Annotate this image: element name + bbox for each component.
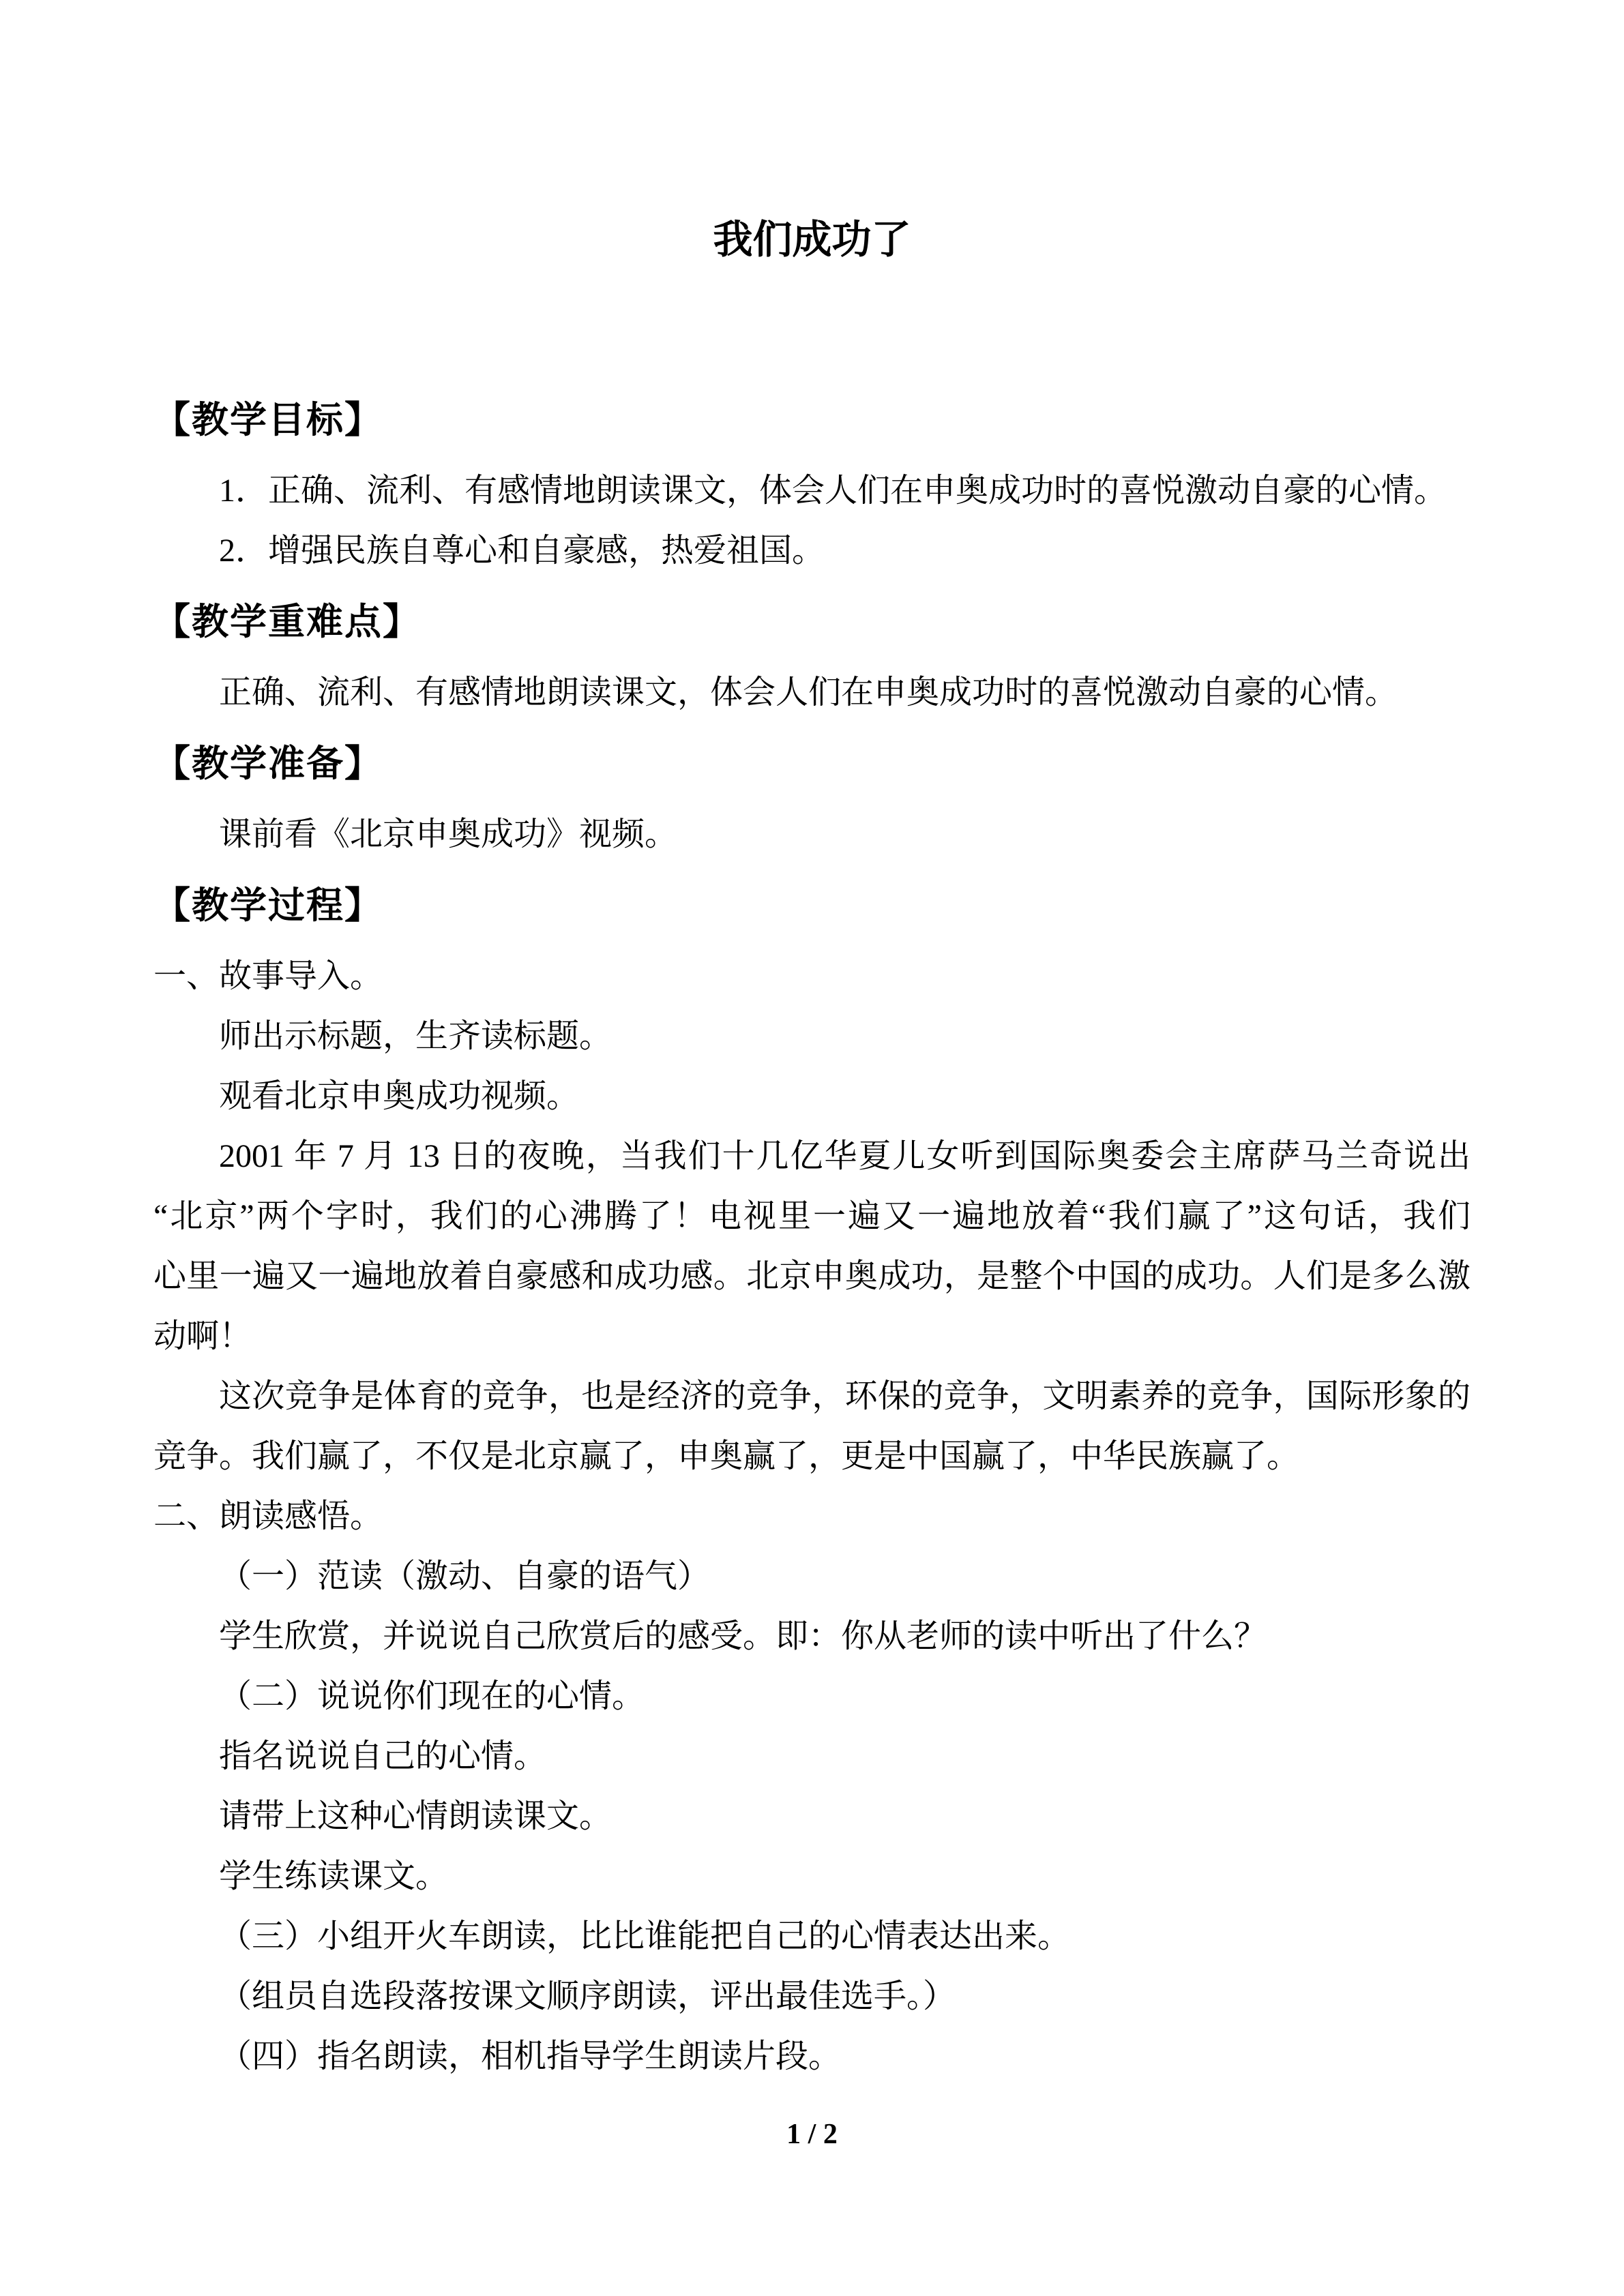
text-line: 心里一遍又一遍地放着自豪感和成功感。北京申奥成功，是整个中国的成功。人们是多么激 [153,1258,1471,1294]
preparation-text: 课前看《北京申奥成功》视频。 [219,816,678,852]
heading-teaching-process: 【教学过程】 [153,885,383,926]
heading-teaching-objectives: 【教学目标】 [153,400,383,441]
text-line: （二）说说你们现在的心情。 [219,1678,645,1714]
text-line: （组员自选段落按课文顺序朗读，评出最佳选手。） [219,1978,956,2014]
text-line: 观看北京申奥成功视频。 [219,1078,580,1114]
key-points-text: 正确、流利、有感情地朗读课文，体会人们在申奥成功时的喜悦激动自豪的心情。 [219,674,1398,711]
page-number: 1 / 2 [786,2119,838,2150]
text-line: 学生欣赏，并说说自己欣赏后的感受。即：你从老师的读中听出了什么？ [219,1618,1267,1654]
text-line: 学生练读课文。 [219,1858,449,1894]
text-line: 竞争。我们赢了，不仅是北京赢了，申奥赢了，更是中国赢了，中华民族赢了。 [153,1438,1300,1474]
objective-item-2: 2．增强民族自尊心和自豪感，热爱祖国。 [219,533,825,569]
text-line: 2001 年 7 月 13 日的夜晚，当我们十几亿华夏儿女听到国际奥委会主席萨马兰奇说出 [219,1138,1471,1174]
text-line: 师出示标题，生齐读标题。 [219,1018,612,1054]
text-line: （四）指名朗读，相机指导学生朗读片段。 [219,2038,842,2074]
heading-teaching-preparation: 【教学准备】 [153,743,383,784]
text-line: （一）范读（激动、自豪的语气） [219,1558,711,1594]
document-title: 我们成功了 [713,218,911,262]
text-line: 指名说说自己的心情。 [219,1738,547,1774]
heading-teaching-key-points: 【教学重难点】 [153,601,421,642]
process-step-2-heading: 二、朗读感悟。 [153,1498,383,1534]
text-line: 这次竞争是体育的竞争，也是经济的竞争，环保的竞争，文明素养的竞争，国际形象的 [219,1378,1471,1414]
objective-item-1: 1．正确、流利、有感情地朗读课文，体会人们在申奥成功时的喜悦激动自豪的心情。 [219,473,1447,509]
text-line: 动啊！ [153,1318,252,1354]
text-line: （三）小组开火车朗读，比比谁能把自己的心情表达出来。 [219,1918,1071,1954]
process-step-1-heading: 一、故事导入。 [153,958,383,994]
text-line: “北京”两个字时，我们的心沸腾了！电视里一遍又一遍地放着“我们赢了”这句话，我们 [153,1198,1471,1234]
text-line: 请带上这种心情朗读课文。 [219,1798,612,1834]
